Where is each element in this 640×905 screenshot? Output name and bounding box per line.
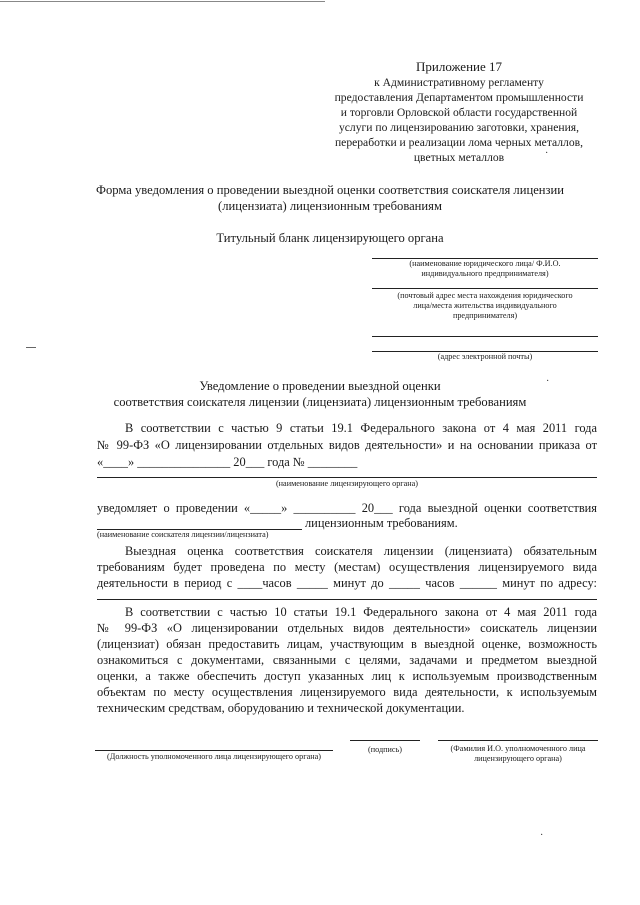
- authority-line: [97, 477, 597, 478]
- access-line: техническим средствам, оборудованию и технической документации.: [97, 701, 465, 715]
- access-line: объектам по месту осуществления лицензируемого вида деятельности, к используемым: [97, 685, 597, 699]
- official-name-line: [438, 740, 598, 741]
- access-line: В соответствии с частью 10 статьи 19.1 Федерального закона от 4 мая 2011 года: [125, 605, 597, 619]
- notify-line: уведомляет о проведении «_____» __________ 20___ года выездной оценки соответствия: [97, 501, 597, 515]
- signature-caption: (подпись): [368, 745, 402, 754]
- appendix-line: к Административному регламенту: [374, 76, 544, 89]
- schedule-line: требованиям будет проведена по месту (местам) осуществления лицензируемого вида: [97, 560, 597, 574]
- access-line: № 99-ФЗ «О лицензировании отдельных видов деятельности» соискатель лицензии: [97, 621, 597, 635]
- appendix-line: переработки и реализации лома черных металлов,: [334, 136, 584, 149]
- appendix-line: услуги по лицензированию заготовки, хранения,: [338, 121, 580, 134]
- scan-edge-line: [0, 1, 325, 2]
- address-line: [97, 599, 597, 600]
- appendix-header: [330, 58, 588, 165]
- appendix-line: предоставления Департаментом промышленности: [334, 91, 584, 104]
- form-title-line: (лицензиата) лицензионным требованиям: [218, 199, 442, 213]
- notice-title: Уведомление о проведении выездной оценки соответствия соискателя лицензии (лицензиата) лицензионным требованиям: [113, 379, 527, 409]
- official-name-caption: (Фамилия И.О. уполномоченного лица лицензирующего органа): [450, 744, 586, 763]
- margin-mark: [26, 347, 36, 348]
- basis-line: В соответствии с частью 9 статьи 19.1 Федерального закона от 4 мая 2011 года: [125, 421, 597, 435]
- form-title-line: Форма уведомления о проведении выездной оценки соответствия соискателя лицензии: [96, 183, 564, 197]
- access-line: оценки, а также обеспечить доступ указанных лиц к используемым производственным: [97, 669, 597, 683]
- blank-title: Титульный бланк лицензирующего органа: [216, 231, 444, 245]
- position-line: [95, 750, 333, 751]
- appendix-line: и торговли Орловской области государственной: [340, 106, 578, 119]
- scan-dot: ·: [545, 148, 549, 159]
- scan-dot: ·: [546, 376, 550, 387]
- addressee-name-caption: (наименование юридического лица/ Ф.И.О. индивидуального предпринимателя): [409, 259, 561, 278]
- appendix-line: цветных металлов: [413, 151, 505, 164]
- position-caption: (Должность уполномоченного лица лицензирующего органа): [107, 752, 321, 761]
- signature-line: [350, 740, 420, 741]
- schedule-line: деятельности в период с ____часов _____ минут до _____ часов ______ минут по адресу:: [97, 576, 597, 590]
- form-title: [60, 182, 600, 214]
- access-line: (лицензиат) обязан предоставить лицам, участвующим в выездной оценке, возможность: [97, 637, 597, 651]
- schedule-line: Выездная оценка соответствия соискателя лицензии (лицензиата) обязательным: [125, 544, 597, 558]
- scan-dot: ·: [540, 830, 544, 841]
- authority-caption: (наименование лицензирующего органа): [275, 479, 419, 488]
- access-line: ознакомиться с документами, связанными с целями, задачами и предметом выездной: [97, 653, 597, 667]
- notify-line: лицензионным требованиям.: [305, 516, 458, 530]
- addressee-address-line: [372, 288, 598, 289]
- addressee-email-caption: (адрес электронной почты): [437, 352, 533, 361]
- basis-line: «____» _______________ 20___ года № ________: [97, 455, 358, 469]
- addressee-address-caption: (почтовый адрес места нахождения юридического лица/места жительства индивидуального предпринимателя): [397, 291, 573, 320]
- basis-line: № 99-ФЗ «О лицензировании отдельных видов деятельности» и на основании приказа от: [97, 438, 597, 452]
- appendix-title: Приложение 17: [415, 59, 503, 74]
- addressee-extra-line: [372, 336, 598, 337]
- applicant-caption: (наименование соискателя лицензии/лицензиата): [97, 530, 269, 539]
